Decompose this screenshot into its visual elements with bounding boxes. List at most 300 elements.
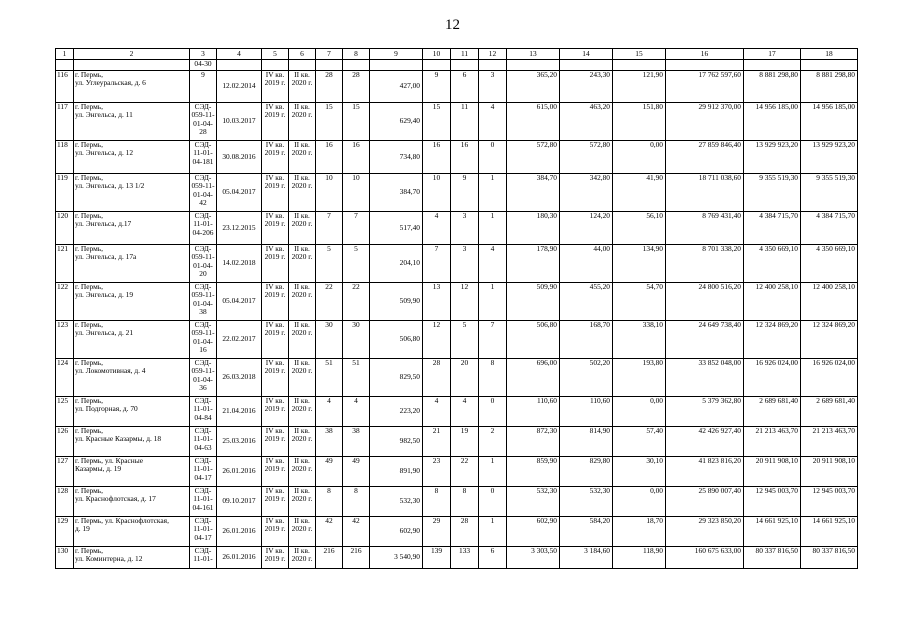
planned-start-cell: [262, 547, 289, 569]
address-cell-line: г. Пермь,: [75, 211, 103, 220]
row-number-cell: 117: [56, 103, 74, 141]
planned-end-cell-line: II кв.: [294, 173, 310, 182]
rooms-municipal-cell: 5: [451, 321, 479, 359]
column-header-15: 15: [613, 49, 666, 60]
table-row: [56, 397, 858, 427]
cost-total-cell: 24 649 738,40: [666, 321, 744, 359]
residents-total-cell: 30: [316, 321, 343, 359]
document-number-cell: [190, 487, 217, 517]
document-number-cell: [190, 547, 217, 569]
planned-start-cell: [262, 283, 289, 321]
address-cell: [74, 283, 190, 321]
cost-fund-cell: 20 911 908,10: [744, 457, 801, 487]
area-private-cell: 18,70: [613, 517, 666, 547]
residents-total-cell: 38: [316, 427, 343, 457]
address-cell-line: г. Пермь,: [75, 486, 103, 495]
residents-resettled-cell: 28: [343, 71, 370, 103]
table-row: [56, 245, 858, 283]
planned-end-cell: [289, 283, 316, 321]
rooms-municipal-cell: 11: [451, 103, 479, 141]
rooms-total-cell: 23: [423, 457, 451, 487]
document-number-cell-line: 04-63: [194, 442, 212, 452]
row-number-cell: 118: [56, 141, 74, 174]
rooms-municipal-cell: 20: [451, 359, 479, 397]
rooms-private-cell: 0: [479, 397, 507, 427]
page-number: 12: [445, 17, 460, 33]
planned-start-cell: [262, 517, 289, 547]
rooms-private-cell: 1: [479, 283, 507, 321]
planned-start-cell-line: 2019 г.: [264, 148, 286, 158]
area-total-cell: 982,50: [370, 427, 423, 457]
planned-end-cell-line: 2020 г.: [291, 219, 313, 229]
planned-end-cell: [289, 517, 316, 547]
area-private-cell: 121,90: [613, 71, 666, 103]
address-cell-line: ул. Энгельса, д. 11: [75, 110, 133, 120]
rooms-private-cell: 0: [479, 487, 507, 517]
planned-end-cell: [289, 321, 316, 359]
planned-start-cell-line: 2019 г.: [264, 219, 286, 229]
document-number-cell: [190, 457, 217, 487]
document-date-cell: 26.03.2018: [217, 359, 262, 397]
column-header-3: 3: [190, 49, 217, 60]
area-resettled-cell: 872,30: [507, 427, 560, 457]
row-number-cell: 128: [56, 487, 74, 517]
area-private-cell: 54,70: [613, 283, 666, 321]
cost-total-cell: 24 800 516,20: [666, 283, 744, 321]
table-row: [56, 487, 858, 517]
area-municipal-cell: 829,80: [560, 457, 613, 487]
row-number-cell: 127: [56, 457, 74, 487]
document-number-cell-line: СЭД-: [194, 173, 212, 182]
address-cell: [74, 245, 190, 283]
planned-end-cell-line: II кв.: [294, 516, 310, 525]
rooms-municipal-cell: 19: [451, 427, 479, 457]
planned-end-cell-line: II кв.: [294, 546, 310, 555]
area-private-cell: 57,40: [613, 427, 666, 457]
planned-end-cell-line: 2020 г.: [291, 181, 313, 191]
address-cell-line: г. Пермь,: [75, 173, 103, 182]
address-cell: [74, 212, 190, 245]
row-number-cell: 119: [56, 174, 74, 212]
planned-start-cell: [262, 71, 289, 103]
rooms-total-cell: 4: [423, 397, 451, 427]
column-header-2: 2: [74, 49, 190, 60]
document-number-cell-line: 11-01-: [193, 404, 213, 414]
cost-total-cell: 8 769 431,40: [666, 212, 744, 245]
planned-start-cell-line: IV кв.: [265, 320, 285, 329]
area-municipal-cell: 502,20: [560, 359, 613, 397]
rooms-total-cell: 9: [423, 71, 451, 103]
planned-end-cell-line: II кв.: [294, 320, 310, 329]
cost-total-cell: 27 859 846,40: [666, 141, 744, 174]
address-cell-line: ул. Энгельса, д. 21: [75, 328, 134, 338]
cost-fund-cell: 13 929 923,20: [744, 141, 801, 174]
planned-start-cell-line: IV кв.: [265, 546, 285, 555]
area-resettled-cell: 602,90: [507, 517, 560, 547]
document-number-cell-line: 059-11-: [191, 110, 215, 120]
planned-start-cell-line: 2019 г.: [264, 494, 286, 504]
document-number-cell-line: СЭД-: [194, 282, 212, 291]
planned-end-cell-line: 2020 г.: [291, 252, 313, 262]
address-cell-line: г. Пермь,: [75, 140, 103, 149]
document-number-cell-line: 11-01-: [193, 554, 213, 564]
planned-start-cell-line: IV кв.: [265, 426, 285, 435]
area-private-cell: 193,80: [613, 359, 666, 397]
address-cell: [74, 71, 190, 103]
document-number-cell: [190, 174, 217, 212]
document-number-cell-line: СЭД-: [194, 140, 212, 149]
rooms-private-cell: 1: [479, 212, 507, 245]
planned-start-cell-line: IV кв.: [265, 173, 285, 182]
rooms-total-cell: 7: [423, 245, 451, 283]
cost-fund-cell: 14 956 185,00: [744, 103, 801, 141]
rooms-municipal-cell: 4: [451, 397, 479, 427]
planned-start-cell-line: IV кв.: [265, 396, 285, 405]
area-total-cell: 427,00: [370, 71, 423, 103]
document-date-cell: 14.02.2018: [217, 245, 262, 283]
planned-end-cell-line: 2020 г.: [291, 434, 313, 444]
area-resettled-cell: 110,60: [507, 397, 560, 427]
document-number-cell-line: 20: [199, 269, 207, 279]
planned-start-cell-line: 2019 г.: [264, 290, 286, 300]
area-municipal-cell: 110,60: [560, 397, 613, 427]
area-total-cell: 602,90: [370, 517, 423, 547]
document-number-cell: [190, 283, 217, 321]
area-total-cell: 829,50: [370, 359, 423, 397]
rooms-private-cell: 0: [479, 141, 507, 174]
area-total-cell: 734,80: [370, 141, 423, 174]
address-cell-line: г. Пермь,: [75, 396, 103, 405]
planned-start-cell-line: 2019 г.: [264, 464, 286, 474]
address-cell-line: г. Пермь,: [75, 70, 103, 79]
planned-start-cell-line: 2019 г.: [264, 78, 286, 88]
row-number-cell: 125: [56, 397, 74, 427]
column-header-14: 14: [560, 49, 613, 60]
address-cell: [74, 487, 190, 517]
cost-fund-cell: 4 350 669,10: [744, 245, 801, 283]
cost-fund-cell: 14 661 925,10: [744, 517, 801, 547]
carryover-cell: 04-30: [190, 60, 217, 71]
document-number-cell: [190, 141, 217, 174]
area-total-cell: 509,90: [370, 283, 423, 321]
area-municipal-cell: 463,20: [560, 103, 613, 141]
planned-start-cell: [262, 397, 289, 427]
address-cell-line: г. Пермь,: [75, 546, 103, 555]
document-date-cell: 26.01.2016: [217, 517, 262, 547]
document-number-cell: [190, 212, 217, 245]
cost-budget-cell: 20 911 908,10: [801, 457, 858, 487]
planned-end-cell-line: II кв.: [294, 456, 310, 465]
column-header-9: 9: [370, 49, 423, 60]
table-row: [56, 321, 858, 359]
document-number-cell-line: 059-11-: [191, 328, 215, 338]
planned-start-cell: [262, 427, 289, 457]
area-private-cell: 134,90: [613, 245, 666, 283]
document-date-cell: 26.01.2016: [217, 547, 262, 569]
address-cell-line: ул. Энгельса, д. 17а: [75, 252, 137, 262]
address-cell-line: ул. Энгельса, д. 19: [75, 290, 134, 300]
rooms-municipal-cell: 9: [451, 174, 479, 212]
address-cell-line: ул. Локомотивная, д. 4: [75, 366, 146, 376]
table-row: [56, 212, 858, 245]
column-header-4: 4: [217, 49, 262, 60]
rooms-private-cell: 4: [479, 103, 507, 141]
planned-end-cell-line: 2020 г.: [291, 110, 313, 120]
row-number-cell: 124: [56, 359, 74, 397]
row-number-cell: 130: [56, 547, 74, 569]
document-number-cell-line: 11-01-: [193, 219, 213, 229]
planned-start-cell-line: 2019 г.: [264, 434, 286, 444]
table-body: [56, 60, 858, 569]
residents-total-cell: 5: [316, 245, 343, 283]
area-private-cell: 118,90: [613, 547, 666, 569]
residents-total-cell: 216: [316, 547, 343, 569]
planned-start-cell: [262, 245, 289, 283]
address-cell-line: Казармы, д. 19: [75, 464, 122, 474]
rooms-total-cell: 139: [423, 547, 451, 569]
address-cell: [74, 517, 190, 547]
cost-total-cell: 160 675 633,00: [666, 547, 744, 569]
column-header-1: 1: [56, 49, 74, 60]
area-private-cell: 56,10: [613, 212, 666, 245]
document-number-cell: [190, 103, 217, 141]
cost-fund-cell: 80 337 816,50: [744, 547, 801, 569]
document-date-cell: 21.04.2016: [217, 397, 262, 427]
cost-total-cell: 41 823 816,20: [666, 457, 744, 487]
cost-fund-cell: 2 689 681,40: [744, 397, 801, 427]
area-resettled-cell: 178,90: [507, 245, 560, 283]
column-header-5: 5: [262, 49, 289, 60]
table-row: [56, 359, 858, 397]
rooms-private-cell: 8: [479, 359, 507, 397]
planned-start-cell-line: 2019 г.: [264, 524, 286, 534]
planned-end-cell: [289, 212, 316, 245]
address-cell: [74, 359, 190, 397]
area-municipal-cell: 3 184,60: [560, 547, 613, 569]
address-cell-line: ул. Энгельса, д.17: [75, 219, 132, 229]
area-resettled-cell: 3 303,50: [507, 547, 560, 569]
planned-end-cell-line: 2020 г.: [291, 78, 313, 88]
table-row: [56, 71, 858, 103]
area-resettled-cell: 509,90: [507, 283, 560, 321]
cost-budget-cell: 80 337 816,50: [801, 547, 858, 569]
cost-total-cell: 18 711 038,60: [666, 174, 744, 212]
planned-end-cell-line: 2020 г.: [291, 404, 313, 414]
document-number-cell-line: 04-181: [192, 156, 214, 166]
planned-end-cell: [289, 427, 316, 457]
planned-start-cell-line: IV кв.: [265, 211, 285, 220]
address-cell-line: ул. Углеуральская, д. 6: [75, 78, 146, 88]
residents-resettled-cell: 30: [343, 321, 370, 359]
table-row: [56, 427, 858, 457]
rooms-total-cell: 12: [423, 321, 451, 359]
planned-end-cell-line: II кв.: [294, 140, 310, 149]
area-resettled-cell: 615,00: [507, 103, 560, 141]
area-resettled-cell: 506,80: [507, 321, 560, 359]
document-number-cell-line: 04-17: [194, 532, 212, 542]
planned-end-cell: [289, 457, 316, 487]
residents-total-cell: 22: [316, 283, 343, 321]
row-number-cell: 120: [56, 212, 74, 245]
planned-start-cell: [262, 321, 289, 359]
planned-end-cell-line: 2020 г.: [291, 148, 313, 158]
data-table: [55, 48, 858, 569]
document-date-cell: 12.02.2014: [217, 71, 262, 103]
document-number-cell-line: 01-04-: [193, 336, 213, 346]
document-number-cell-line: 11-01-: [193, 494, 213, 504]
residents-resettled-cell: 15: [343, 103, 370, 141]
document-number-cell-line: 04-161: [192, 502, 214, 512]
address-cell-line: ул. Красные Казармы, д. 18: [75, 434, 162, 444]
area-resettled-cell: 859,90: [507, 457, 560, 487]
document-number-cell-line: 11-01-: [193, 464, 213, 474]
cost-budget-cell: 14 661 925,10: [801, 517, 858, 547]
cost-fund-cell: 9 355 519,30: [744, 174, 801, 212]
planned-start-cell-line: 2019 г.: [264, 252, 286, 262]
cost-fund-cell: 16 926 024,00: [744, 359, 801, 397]
address-cell-line: г. Пермь,: [75, 358, 103, 367]
address-cell: [74, 141, 190, 174]
area-private-cell: 41,90: [613, 174, 666, 212]
cost-total-cell: 8 701 338,20: [666, 245, 744, 283]
rooms-municipal-cell: 8: [451, 487, 479, 517]
table-row: [56, 103, 858, 141]
area-resettled-cell: 180,30: [507, 212, 560, 245]
area-municipal-cell: 168,70: [560, 321, 613, 359]
planned-end-cell: [289, 547, 316, 569]
rooms-private-cell: 1: [479, 517, 507, 547]
row-number-cell: 121: [56, 245, 74, 283]
column-header-7: 7: [316, 49, 343, 60]
planned-end-cell-line: 2020 г.: [291, 290, 313, 300]
planned-end-cell: [289, 359, 316, 397]
rooms-private-cell: 2: [479, 427, 507, 457]
planned-start-cell: [262, 457, 289, 487]
planned-end-cell-line: II кв.: [294, 70, 310, 79]
residents-resettled-cell: 5: [343, 245, 370, 283]
area-private-cell: 30,10: [613, 457, 666, 487]
cost-budget-cell: 21 213 463,70: [801, 427, 858, 457]
area-resettled-cell: 532,30: [507, 487, 560, 517]
planned-start-cell-line: 2019 г.: [264, 404, 286, 414]
area-resettled-cell: 696,00: [507, 359, 560, 397]
planned-start-cell: [262, 141, 289, 174]
cost-budget-cell: 12 324 869,20: [801, 321, 858, 359]
planned-end-cell: [289, 245, 316, 283]
residents-total-cell: 51: [316, 359, 343, 397]
document-number-cell-line: 42: [199, 198, 207, 208]
document-number-cell-line: 059-11-: [191, 366, 215, 376]
planned-start-cell-line: IV кв.: [265, 70, 285, 79]
planned-end-cell-line: 2020 г.: [291, 524, 313, 534]
document-number-cell-line: СЭД-: [194, 516, 212, 525]
rooms-private-cell: 6: [479, 547, 507, 569]
address-cell-line: ул. Энгельса, д. 13 1/2: [75, 181, 145, 191]
row-number-cell: 123: [56, 321, 74, 359]
area-resettled-cell: 572,80: [507, 141, 560, 174]
planned-start-cell-line: IV кв.: [265, 486, 285, 495]
planned-start-cell-line: 2019 г.: [264, 328, 286, 338]
residents-resettled-cell: 8: [343, 487, 370, 517]
area-total-cell: 3 540,90: [370, 547, 423, 569]
rooms-total-cell: 13: [423, 283, 451, 321]
cost-fund-cell: 12 945 003,70: [744, 487, 801, 517]
document-number-cell: [190, 321, 217, 359]
rooms-private-cell: 3: [479, 71, 507, 103]
carryover-row: [56, 60, 858, 71]
column-header-11: 11: [451, 49, 479, 60]
rooms-total-cell: 21: [423, 427, 451, 457]
planned-end-cell-line: II кв.: [294, 396, 310, 405]
document-number-cell-line: 36: [199, 383, 207, 393]
document-number-cell-line: 04-17: [194, 472, 212, 482]
document-number-cell: [190, 517, 217, 547]
table-row: [56, 457, 858, 487]
rooms-private-cell: 1: [479, 174, 507, 212]
document-number-cell-line: 059-11-: [191, 252, 215, 262]
document-number-cell-line: СЭД-: [194, 211, 212, 220]
rooms-total-cell: 15: [423, 103, 451, 141]
cost-fund-cell: 21 213 463,70: [744, 427, 801, 457]
area-resettled-cell: 365,20: [507, 71, 560, 103]
address-cell-line: г. Пермь,: [75, 426, 103, 435]
cost-fund-cell: 12 324 869,20: [744, 321, 801, 359]
planned-end-cell-line: II кв.: [294, 211, 310, 220]
address-cell-line: г. Пермь,: [75, 320, 103, 329]
document-date-cell: 25.03.2016: [217, 427, 262, 457]
area-total-cell: 629,40: [370, 103, 423, 141]
cost-budget-cell: 12 400 258,10: [801, 283, 858, 321]
rooms-municipal-cell: 22: [451, 457, 479, 487]
document-date-cell: 10.03.2017: [217, 103, 262, 141]
document-number-cell-line: СЭД-: [194, 244, 212, 253]
address-cell-line: д. 19: [75, 524, 90, 534]
cost-fund-cell: 12 400 258,10: [744, 283, 801, 321]
cost-total-cell: 33 852 048,00: [666, 359, 744, 397]
residents-total-cell: 10: [316, 174, 343, 212]
planned-end-cell-line: 2020 г.: [291, 464, 313, 474]
cost-budget-cell: 16 926 024,00: [801, 359, 858, 397]
area-municipal-cell: 455,20: [560, 283, 613, 321]
area-municipal-cell: 342,80: [560, 174, 613, 212]
planned-end-cell: [289, 71, 316, 103]
document-number-cell-line: 01-04-: [193, 189, 213, 199]
rooms-total-cell: 4: [423, 212, 451, 245]
row-number-cell: 126: [56, 427, 74, 457]
rooms-private-cell: 7: [479, 321, 507, 359]
address-cell-line: г. Пермь, ул. Красные: [75, 456, 143, 465]
cost-fund-cell: 8 881 298,80: [744, 71, 801, 103]
document-date-cell: 09.10.2017: [217, 487, 262, 517]
address-cell-line: ул. Энгельса, д. 12: [75, 148, 134, 158]
planned-end-cell: [289, 103, 316, 141]
rooms-total-cell: 8: [423, 487, 451, 517]
document-number-cell-line: СЭД-: [194, 426, 212, 435]
address-cell-line: г. Пермь, ул. Краснофлотская,: [75, 516, 169, 525]
document-number-cell-line: СЭД-: [194, 102, 212, 111]
residents-resettled-cell: 4: [343, 397, 370, 427]
document-number-cell-line: 28: [199, 127, 207, 137]
cost-total-cell: 25 890 007,40: [666, 487, 744, 517]
planned-end-cell-line: 2020 г.: [291, 328, 313, 338]
area-private-cell: 0,00: [613, 487, 666, 517]
area-total-cell: 204,10: [370, 245, 423, 283]
address-cell-line: ул. Подгорная, д. 70: [75, 404, 138, 414]
planned-end-cell-line: 2020 г.: [291, 554, 313, 564]
rooms-municipal-cell: 3: [451, 212, 479, 245]
cost-budget-cell: 2 689 681,40: [801, 397, 858, 427]
cost-total-cell: 5 379 362,80: [666, 397, 744, 427]
